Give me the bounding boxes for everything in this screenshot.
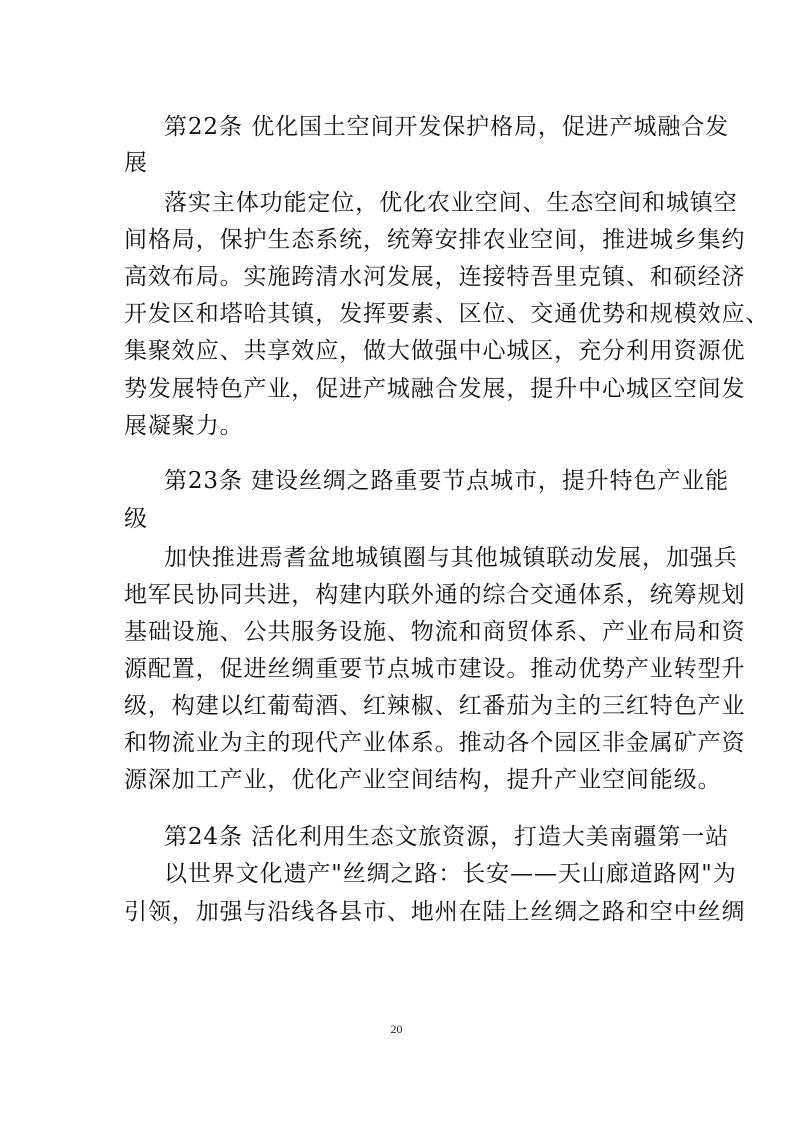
article-24-body-line: 引领，加强与沿线各县市、地州在陆上丝绸之路和空中丝绸 (124, 899, 746, 925)
article-23-body-line: 源深加工产业，优化产业空间结构，提升产业空间能级。 (124, 767, 722, 793)
article-23-heading: 第23条 建设丝绸之路重要节点城市，提升特色产业能 (164, 468, 730, 494)
article-23-body-line: 和物流业为主的现代产业体系。推动各个园区非金属矿产资 (124, 730, 746, 756)
article-22-body-line: 开发区和塔哈其镇，发挥要素、区位、交通优势和规模效应、 (124, 301, 770, 327)
article-22-heading: 第22条 优化国土空间开发保护格局，促进产城融合发 (164, 114, 730, 140)
article-22-body-line: 集聚效应、共享效应，做大做强中心城区，充分利用资源优 (124, 338, 746, 364)
article-22-body-line: 落实主体功能定位，优化农业空间、生态空间和城镇空 (164, 190, 738, 216)
article-23-body-line: 源配置，促进丝绸重要节点城市建设。推动优势产业转型升 (124, 656, 746, 682)
article-22-body-line: 势发展特色产业，促进产城融合发展，提升中心城区空间发 (124, 376, 746, 402)
article-23-body-line: 地军民协同共进，构建内联外通的综合交通体系，统筹规划 (124, 582, 746, 608)
page-number: 20 (390, 1022, 403, 1036)
article-22-body-line: 间格局，保护生态系统，统筹安排农业空间，推进城乡集约 (124, 227, 746, 253)
article-23-body-line: 级，构建以红葡萄酒、红辣椒、红番茄为主的三红特色产业 (124, 693, 746, 719)
article-23-body-line: 基础设施、公共服务设施、物流和商贸体系、产业布局和资 (124, 619, 746, 645)
article-22-body-line: 高效布局。实施跨清水河发展，连接特吾里克镇、和硕经济 (124, 264, 746, 290)
article-24-body-line: 以世界文化遗产"丝绸之路：长安——天山廊道路网"为 (164, 861, 737, 887)
article-23-body-line: 加快推进焉耆盆地城镇圈与其他城镇联动发展，加强兵 (164, 545, 738, 571)
article-23-heading-continuation: 级 (124, 506, 148, 532)
article-22-body-line: 展凝聚力。 (124, 413, 244, 439)
article-22-heading-continuation: 展 (124, 150, 148, 176)
article-24-heading: 第24条 活化利用生态文旅资源，打造大美南疆第一站 (164, 824, 730, 850)
